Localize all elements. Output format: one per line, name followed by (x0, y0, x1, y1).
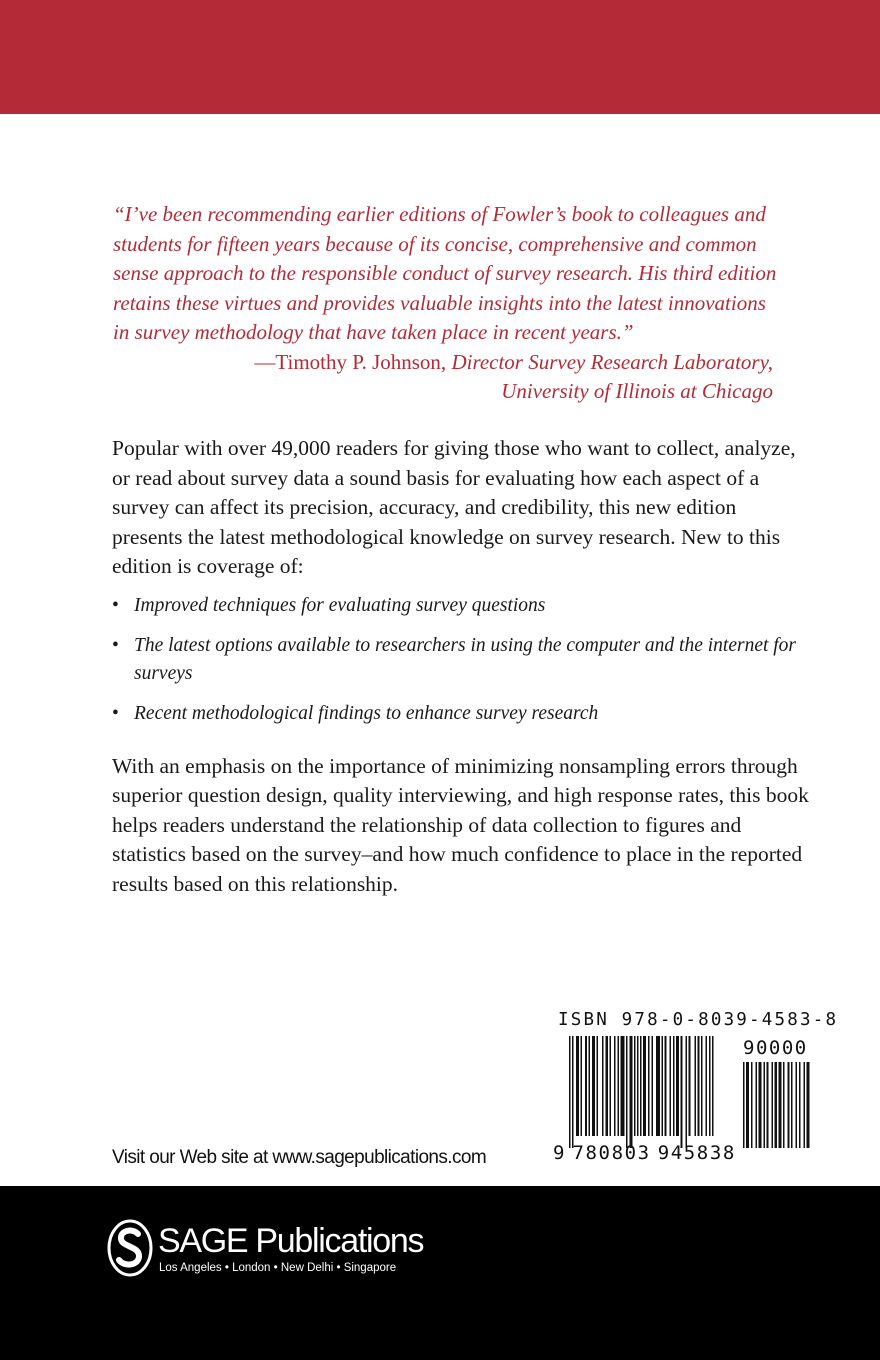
barcode-bar (640, 1036, 642, 1136)
barcode-bar (569, 1036, 571, 1148)
barcode-bar (746, 1062, 749, 1148)
quote-institution: University of Illinois at Chicago (501, 379, 773, 403)
isbn-label: ISBN 978-0-8039-4583-8 (558, 1010, 839, 1030)
bullet-icon: • (112, 702, 119, 724)
barcode-bar (592, 1036, 595, 1136)
quote-attribution (113, 348, 783, 378)
barcode-bar (621, 1036, 625, 1136)
list-item: • Recent methodological findings to enhance survey research (112, 700, 812, 728)
barcode-bar (764, 1062, 766, 1148)
barcode-bar (681, 1036, 683, 1148)
barcode-bar (712, 1036, 714, 1136)
barcode-bar (670, 1036, 672, 1136)
sage-logo-icon (107, 1219, 153, 1277)
barcode-bar (676, 1036, 679, 1136)
barcode-bar (695, 1036, 697, 1136)
barcode-bar (662, 1036, 664, 1136)
barcode-bar (618, 1036, 620, 1136)
barcode-bar (572, 1036, 574, 1148)
barcode-bar (643, 1036, 646, 1136)
barcode-bar (791, 1062, 793, 1148)
barcode-bar (610, 1036, 612, 1136)
barcode-bar (589, 1036, 591, 1136)
barcode-bar (772, 1062, 774, 1148)
ean-right-digits: 945838 (657, 1142, 736, 1164)
barcode-bar (648, 1036, 650, 1136)
barcode-bar (698, 1036, 700, 1136)
barcode-bar (634, 1036, 636, 1136)
ean-barcode-bars (569, 1036, 734, 1148)
barcode-bar (804, 1062, 806, 1148)
barcode-bar (630, 1036, 633, 1148)
barcode-bar (799, 1062, 801, 1148)
bullet-icon: • (112, 594, 119, 616)
barcode-bar (637, 1036, 639, 1136)
barcode-bar (602, 1036, 604, 1136)
barcode-bar (775, 1062, 778, 1148)
barcode-bar (796, 1062, 798, 1148)
ean-first-digit: 9 (553, 1142, 565, 1164)
list-item: • Improved techniques for evaluating survey questions (112, 592, 812, 620)
barcode-bar (756, 1062, 758, 1148)
ean-digits (553, 1142, 736, 1164)
barcode-bar (665, 1036, 667, 1136)
barcode-bar (759, 1062, 762, 1148)
barcode-bar (606, 1036, 609, 1136)
website-line: Visit our Web site at www.sagepublications.com (112, 1147, 487, 1168)
new-features-list (112, 592, 812, 728)
description-intro: Popular with over 49,000 readers for giving those who want to collect, analyze, or read about survey data a sound basis for evaluating how each aspect of a survey can affect its precision, accuracy, and credibility, this new edition presents the latest methodological knowledge on survey research. New to this edition is coverage of: (112, 436, 796, 578)
endorsement-quote (113, 200, 783, 407)
ean-left-digits: 780803 (572, 1142, 651, 1164)
publisher-cities: Los Angeles • London • New Delhi • Singapore (159, 1262, 397, 1274)
barcode-bar (788, 1062, 790, 1148)
quote-text: “I’ve been recommending earlier editions of Fowler’s book to colleagues and students for fifteen years because of its concise, comprehensive and common sense approach to the responsible conduct of survey research. His third edition retains these virtues and provides valuable insights into the latest innovations in survey methodology that have taken place in recent years.” (113, 202, 777, 344)
barcode-bar (652, 1036, 654, 1136)
barcode-bar (614, 1036, 616, 1136)
barcode-bar (686, 1036, 688, 1148)
barcode-bar (783, 1062, 785, 1148)
barcode-bar (581, 1036, 583, 1136)
isbn-barcode (553, 1010, 839, 1165)
barcode-bar (706, 1036, 708, 1136)
quote-author-title: Director Survey Research Laboratory, (451, 349, 773, 374)
publisher-name: SAGE Publications (158, 1222, 424, 1260)
list-item: • The latest options available to researchers in using the computer and the internet for surveys (112, 632, 812, 688)
addon-barcode-bars (743, 1062, 825, 1148)
barcode-bar (779, 1062, 782, 1148)
barcode-bar (767, 1062, 769, 1148)
barcode-bar (807, 1062, 810, 1148)
description-closing: With an emphasis on the importance of minimizing nonsampling errors through superior question design, quality interviewing, and high response rates, this book helps readers understand the relationship of data collection to figures and statistics based on the survey–and how much confidence to place in the reported results based on this relationship. (112, 753, 809, 896)
barcode-bar (626, 1036, 628, 1148)
barcode-bar (743, 1062, 745, 1148)
quote-author: —Timothy P. Johnson, (254, 349, 447, 374)
barcode-bar (597, 1036, 599, 1136)
barcode-bar (585, 1036, 587, 1136)
barcode-bar (751, 1062, 753, 1148)
barcode-bar (701, 1036, 703, 1136)
barcode-bar (576, 1036, 579, 1136)
barcode-bar (689, 1036, 691, 1136)
barcode-addon-digits: 90000 (743, 1037, 808, 1059)
top-color-band (0, 0, 880, 114)
barcode-bar (673, 1036, 675, 1136)
book-description (112, 434, 812, 899)
barcode-bar (656, 1036, 660, 1136)
barcode-bar (709, 1036, 711, 1136)
bullet-icon: • (112, 634, 119, 656)
